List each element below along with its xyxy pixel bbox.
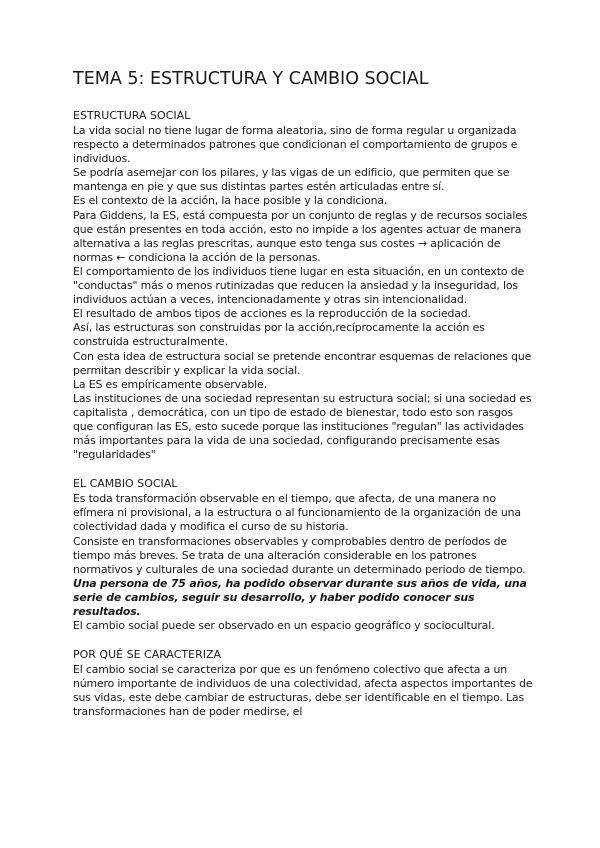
paragraph: Se podría asemejar con los pilares, y las vigas de un edificio, que permiten que se mantenga en pie y que sus distintas partes estén articuladas entre sí.	[73, 166, 510, 194]
paragraph: El cambio social se caracteriza por que es un fenómeno colectivo que afecta a un número importante de individuos de una colectividad, afecta aspectos importantes de sus vidas, este debe cambiar de estructuras, debe ser identificable en el tiempo. Las transformaciones han de poder medirse, el	[73, 663, 533, 719]
paragraph: Con esta idea de estructura social se pretende encontrar esquemas de relaciones que permitan describir y explicar la vida social.	[73, 349, 532, 377]
page-title: TEMA 5: ESTRUCTURA Y CAMBIO SOCIAL	[73, 69, 429, 89]
document-page	[73, 68, 533, 720]
paragraph: La vida social no tiene lugar de forma aleatoria, sino de forma regular u organizada respecto a determinados patrones que condicionan el comportamiento de grupos e individuos.	[73, 124, 518, 166]
paragraph: El cambio social puede ser observado en un espacio geográfico y sociocultural.	[73, 619, 495, 633]
section-spacer	[73, 462, 533, 476]
paragraph: Consiste en transformaciones observables y comprobables dentro de períodos de tiempo más breves. Se trata de una alteración considerable en los patrones normativos y culturales de una sociedad durante un determinado periodo de tiempo.	[73, 534, 526, 576]
section-heading: EL CAMBIO SOCIAL	[73, 477, 178, 491]
paragraph: El resultado de ambos tipos de acciones es la reproducción de la sociedad.	[73, 307, 471, 321]
paragraph: Es el contexto de la acción, la hace posible y la condiciona.	[73, 194, 388, 208]
paragraph: Así, las estructuras son construidas por la acción,recíprocamente la acción es construida estructuralmente.	[73, 321, 485, 349]
section-spacer	[73, 633, 533, 647]
paragraph: Las instituciones de una sociedad representan su estructura social; si una sociedad es capitalista , democrática, con un tipo de estado de bienestar, todo esto son rasgos que configuran las ES, esto sucede porque las instituciones "regulan" las actividades más importantes para la vida de una sociedad, configurando precisamente esas "regularidades"	[73, 391, 532, 462]
section-por-que-se-caracteriza	[73, 647, 533, 719]
section-heading: ESTRUCTURA SOCIAL	[73, 109, 191, 122]
paragraph: La ES es empíricamente observable.	[73, 377, 267, 391]
paragraph: El comportamiento de los individuos tiene lugar en esta situación, en un contexto de "conductas" más o menos rutinizadas que reducen la ansiedad y la inseguridad, los individuos actúan a veces, intencionadamente y otras sin intencionalidad.	[73, 264, 525, 307]
section-estructura-social	[73, 108, 533, 462]
paragraph: Para Giddens, la ES, está compuesta por un conjunto de reglas y de recursos sociales que están presentes en toda acción, esto no impide a los agentes actuar de manera alternativa a las reglas prescritas, aunque esto tenga sus costes → aplicación de normas ← condiciona la acción de la personas.	[73, 208, 528, 264]
section-cambio-social	[73, 476, 533, 633]
paragraph: Es toda transformación observable en el tiempo, que afecta, de una manera no efímera ni provisional, a la estructura o al funcionamiento de la organización de una colectividad dada y modifica el curso de su historia.	[73, 492, 521, 534]
emphasized-example: Una persona de 75 años, ha podido observar durante sus años de vida, una serie de cambios, seguir su desarrollo, y haber podido conocer sus resultados.	[73, 576, 527, 618]
section-heading: POR QUÉ SE CARACTERIZA	[73, 648, 222, 662]
